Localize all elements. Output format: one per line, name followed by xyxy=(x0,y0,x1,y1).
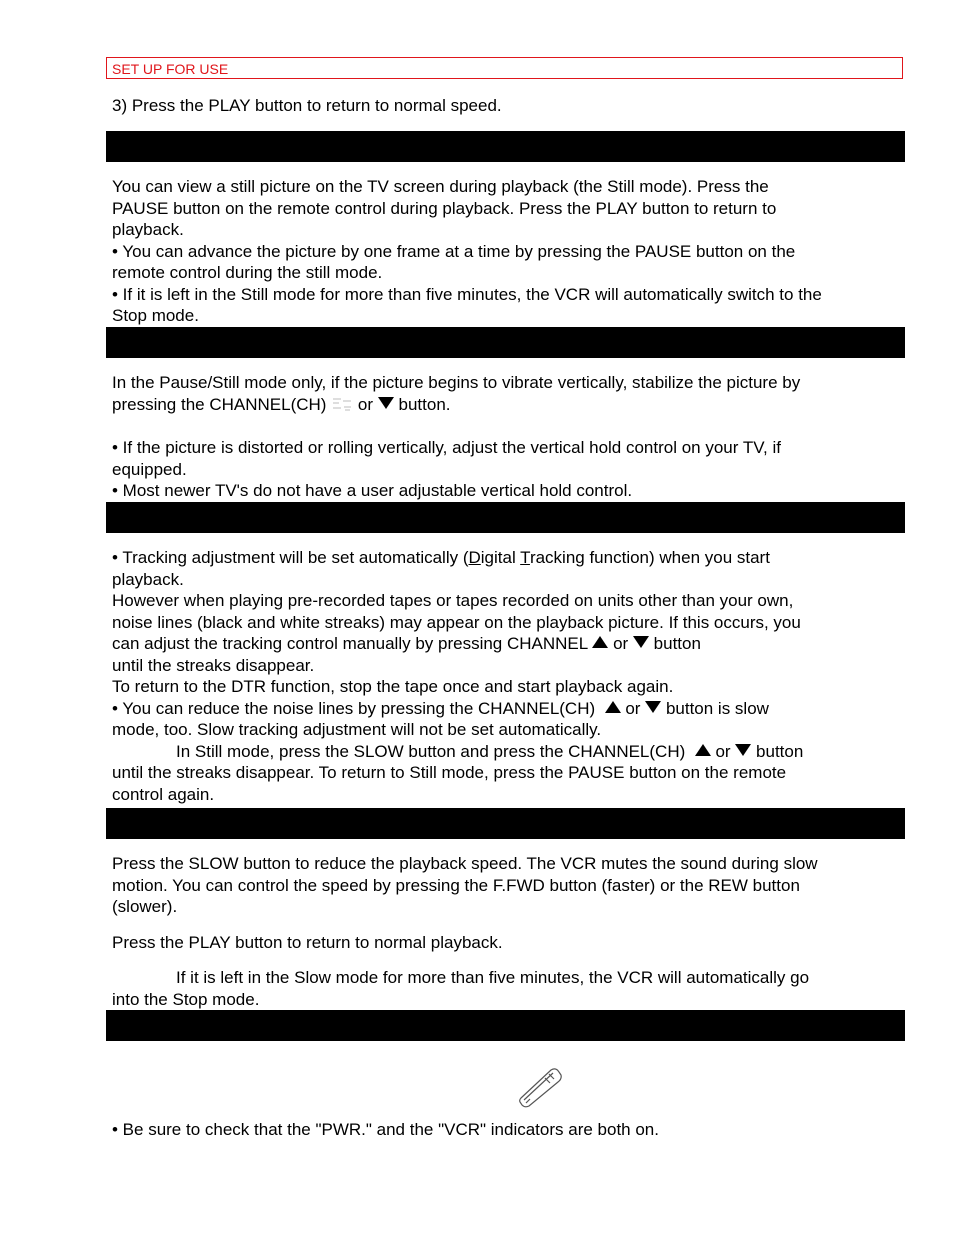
triangle-down-icon xyxy=(735,744,751,756)
text-line: However when playing pre-recorded tapes or tapes recorded on units other than your own, xyxy=(112,591,794,610)
text-fragment: In Still mode, press the SLOW button and press the CHANNEL(CH) xyxy=(176,741,686,761)
text-line: If it is left in the Slow mode for more than five minutes, the VCR will automatically go xyxy=(176,968,810,987)
text-fragment: can adjust the tracking control manually by pressing CHANNEL xyxy=(112,634,588,653)
text-line: You can view a still picture on the TV screen during playback (the Still mode). Press the xyxy=(112,177,769,196)
text-line: • Most newer TV's do not have a user adjustable vertical hold control. xyxy=(112,481,633,500)
text-line: (slower). xyxy=(112,897,178,916)
text-fragment: • Tracking adjustment will be set automatically ( xyxy=(112,548,469,567)
text-fragment: D xyxy=(468,548,481,567)
section-bar-still xyxy=(106,131,905,162)
text-line: playback. xyxy=(112,569,184,589)
text-line: To return to the DTR function, stop the tape once and start playback again. xyxy=(112,677,674,696)
text-line: mode, too. Slow tracking adjustment will not be set automatically. xyxy=(112,720,602,739)
text-line: control again. xyxy=(112,784,215,804)
slow-note xyxy=(112,967,902,1010)
text-fragment: pressing the CHANNEL(CH) xyxy=(112,395,327,414)
text-line: • If it is left in the Still mode for more than five minutes, the VCR will automatically switch to the xyxy=(112,284,822,304)
text-fragment: or xyxy=(613,634,629,653)
triangle-down-icon xyxy=(378,397,394,409)
text-line: equipped. xyxy=(112,459,187,479)
text-line: Stop mode. xyxy=(112,306,199,325)
text-line: motion. You can control the speed by pressing the F.FWD button (faster) or the REW button xyxy=(112,875,800,895)
text-fragment: or xyxy=(625,698,641,718)
remote-check-line: • Be sure to check that the "PWR." and the "VCR" indicators are both on. xyxy=(112,1120,659,1139)
slow-text xyxy=(112,853,902,918)
triangle-down-icon xyxy=(645,701,661,713)
text-line: Press the SLOW button to reduce the playback speed. The VCR mutes the sound during slow xyxy=(112,854,818,873)
text-line xyxy=(112,698,902,720)
text-fragment: or xyxy=(357,395,374,414)
remote-control-icon xyxy=(515,1064,565,1108)
triangle-down-icon xyxy=(633,636,649,648)
section-bar-vertical xyxy=(106,327,905,358)
text-fragment: • You can reduce the noise lines by pressing the CHANNEL(CH) xyxy=(112,698,596,718)
text-fragment: button. xyxy=(398,395,451,414)
text-line: until the streaks disappear. xyxy=(112,655,315,675)
text-line: remote control during the still mode. xyxy=(112,263,383,282)
section-header xyxy=(106,57,903,79)
text-line: into the Stop mode. xyxy=(112,989,260,1009)
vertical-line-1: In the Pause/Still mode only, if the picture begins to vibrate vertically, stabilize the picture by xyxy=(112,373,801,392)
text-fragment: button xyxy=(756,741,804,761)
still-text xyxy=(112,176,902,327)
text-line: playback. xyxy=(112,220,184,239)
tracking-text xyxy=(112,547,902,805)
text-line xyxy=(112,633,902,655)
text-fragment: T xyxy=(520,548,530,567)
section-header-label: SET UP FOR USE xyxy=(112,61,229,77)
vertical-notes xyxy=(112,437,902,502)
text-fragment: racking function) when you start xyxy=(529,548,770,567)
vertical-line-2 xyxy=(112,394,902,416)
intro-line: 3) Press the PLAY button to return to normal speed. xyxy=(112,96,502,115)
channel-up-icon xyxy=(331,395,353,413)
text-fragment: button xyxy=(653,634,701,653)
section-bar-slow xyxy=(106,808,905,839)
text-line: until the streaks disappear. To return to Still mode, press the PAUSE button on the remote xyxy=(112,763,787,782)
section-bar-tracking xyxy=(106,502,905,533)
text-fragment: igital xyxy=(480,548,521,567)
text-line xyxy=(112,741,902,763)
triangle-up-icon xyxy=(605,701,621,713)
text-line xyxy=(112,547,902,569)
triangle-up-icon xyxy=(592,636,608,648)
slow-play-line: Press the PLAY button to return to normal playback. xyxy=(112,933,503,952)
triangle-up-icon xyxy=(695,744,711,756)
text-fragment: button is slow xyxy=(665,698,769,718)
text-fragment: or xyxy=(715,741,731,761)
section-bar-remote xyxy=(106,1010,905,1041)
text-line: • You can advance the picture by one frame at a time by pressing the PAUSE button on the xyxy=(112,241,796,261)
text-line: • If the picture is distorted or rolling vertically, adjust the vertical hold control on your TV, if xyxy=(112,438,781,457)
text-line: noise lines (black and white streaks) may appear on the playback picture. If this occurs, you xyxy=(112,612,801,632)
text-line: PAUSE button on the remote control during playback. Press the PLAY button to return to xyxy=(112,198,777,218)
